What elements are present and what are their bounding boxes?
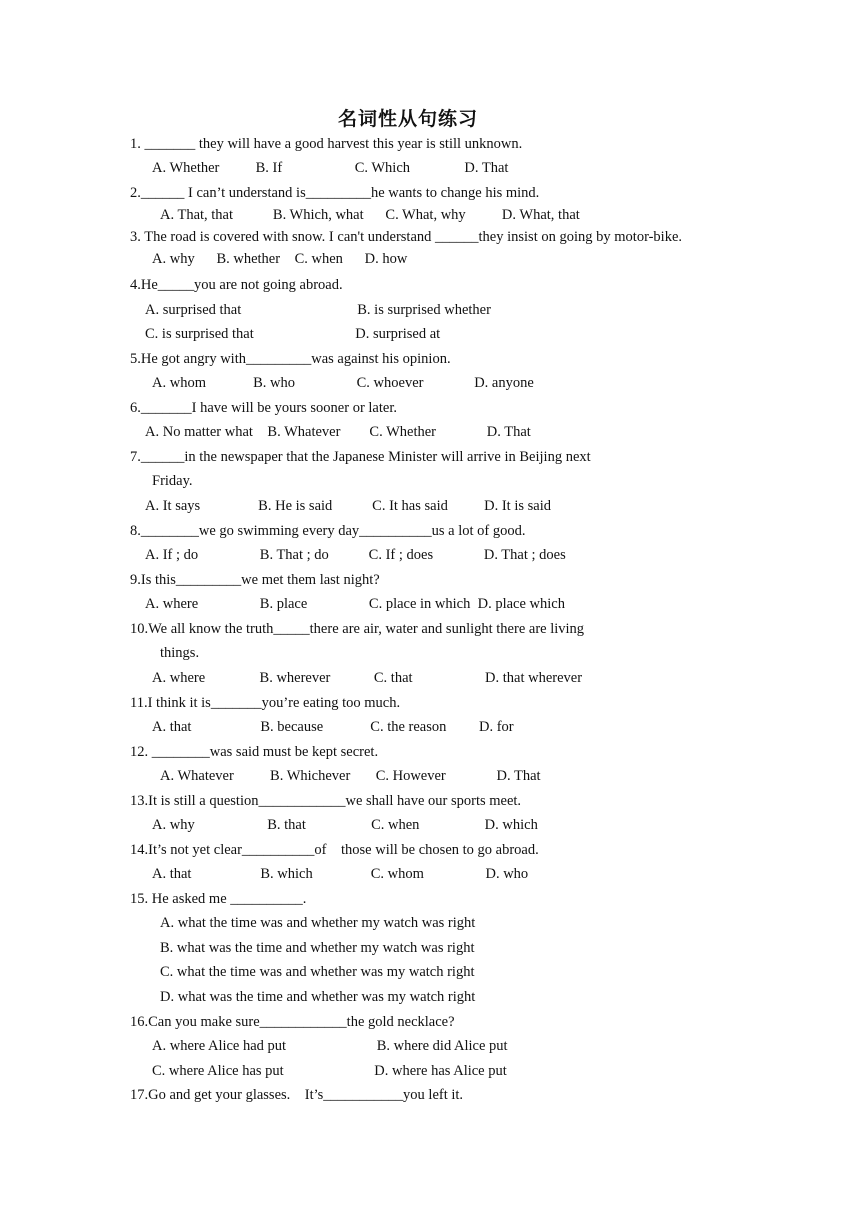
text-line: things. <box>160 645 200 661</box>
text-line: C. what the time was and whether was my watch right <box>160 964 475 980</box>
text-line: A. why B. whether C. when D. how <box>152 251 408 267</box>
text-line: 12. ________was said must be kept secret. <box>130 744 379 760</box>
text-line: A. that B. because C. the reason D. for <box>152 719 514 735</box>
text-line: 1. _______ they will have a good harvest this year is still unknown. <box>130 136 523 152</box>
text-line: 14.It’s not yet clear__________of those will be chosen to go abroad. <box>130 842 539 858</box>
text-line: A. where Alice had put B. where did Alice put <box>152 1038 508 1054</box>
text-line: A. where B. wherever C. that D. that wherever <box>152 670 583 686</box>
text-line: 7.______in the newspaper that the Japanese Minister will arrive in Beijing next <box>130 449 591 465</box>
text-line: 10.We all know the truth_____there are air, water and sunlight there are living <box>130 621 585 637</box>
text-line: A. That, that B. Which, what C. What, why D. What, that <box>160 207 580 223</box>
text-line: A. It says B. He is said C. It has said D. It is said <box>145 498 551 514</box>
text-line: A. No matter what B. Whatever C. Whether D. That <box>145 424 531 440</box>
text-line: Friday. <box>152 473 193 489</box>
text-line: 8.________we go swimming every day__________us a lot of good. <box>130 523 526 539</box>
text-line: 3. The road is covered with snow. I can't understand ______they insist on going by motor-bike. <box>130 229 683 245</box>
text-line: A. that B. which C. whom D. who <box>152 866 529 882</box>
text-line: 9.Is this_________we met them last night? <box>130 572 380 588</box>
text-line: D. what was the time and whether was my watch right <box>160 989 476 1005</box>
text-line: C. where Alice has put D. where has Alice put <box>152 1063 507 1079</box>
text-line: 15. He asked me __________. <box>130 891 307 907</box>
text-line: 4.He_____you are not going abroad. <box>130 277 343 293</box>
text-line: 17.Go and get your glasses. It’s___________you left it. <box>130 1087 464 1103</box>
text-line: 13.It is still a question____________we shall have our sports meet. <box>130 793 522 809</box>
page-title: 名词性从句练习 <box>337 108 478 130</box>
text-line: 2.______ I can’t understand is_________he wants to change his mind. <box>130 185 540 201</box>
text-line: A. why B. that C. when D. which <box>152 817 538 833</box>
text-line: 11.I think it is_______you’re eating too much. <box>130 695 401 711</box>
text-line: A. Whatever B. Whichever C. However D. That <box>160 768 541 784</box>
text-line: 16.Can you make sure____________the gold necklace? <box>130 1014 455 1030</box>
text-line: A. where B. place C. place in which D. place which <box>145 596 565 612</box>
text-line: A. surprised that B. is surprised whether <box>145 302 491 318</box>
text-line: 6._______I have will be yours sooner or later. <box>130 400 397 416</box>
text-line: A. what the time was and whether my watch was right <box>160 915 476 931</box>
text-line: A. If ; do B. That ; do C. If ; does D. That ; does <box>145 547 566 563</box>
text-line: C. is surprised that D. surprised at <box>145 326 441 342</box>
text-line: B. what was the time and whether my watch was right <box>160 940 475 956</box>
text-line: 5.He got angry with_________was against his opinion. <box>130 351 451 367</box>
text-line: A. Whether B. If C. Which D. That <box>152 160 509 176</box>
text-line: A. whom B. who C. whoever D. anyone <box>152 375 534 391</box>
